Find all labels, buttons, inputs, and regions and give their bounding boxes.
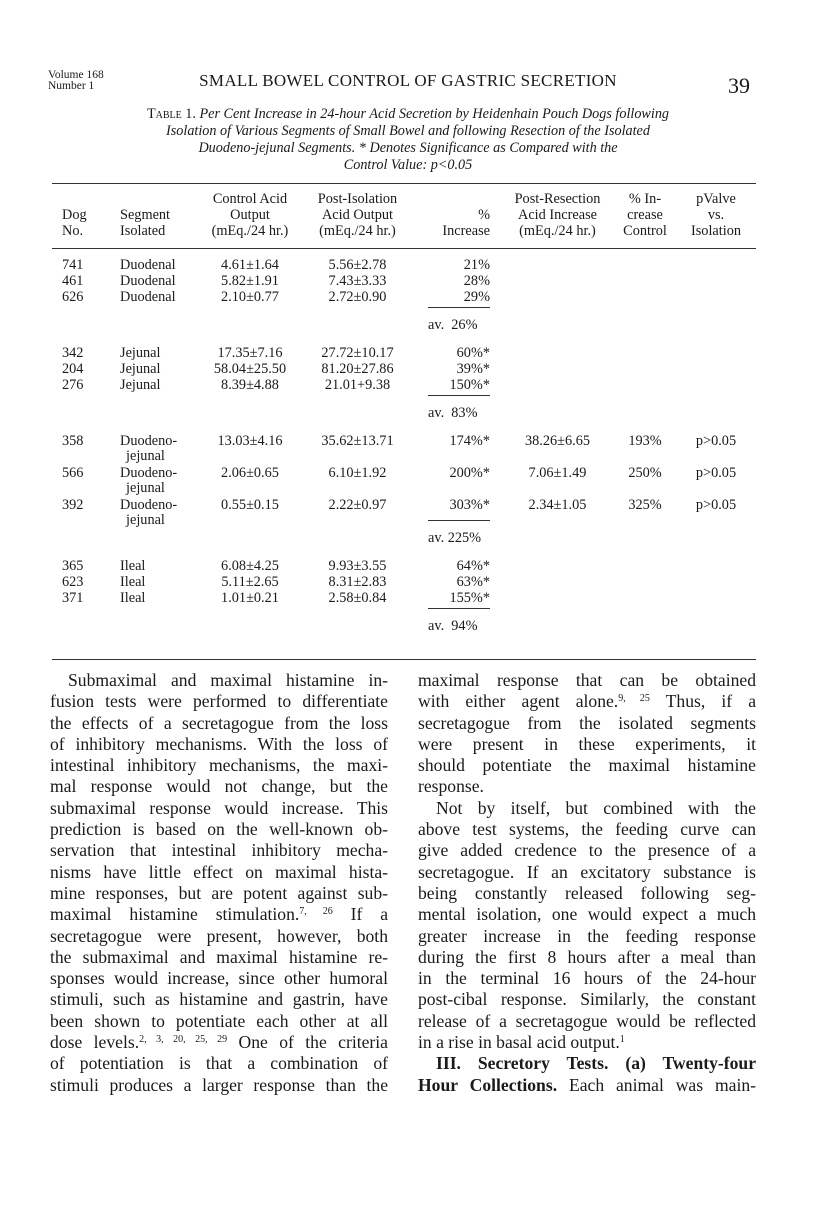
dog-cell: 342 <box>62 345 84 361</box>
text-line <box>50 883 388 904</box>
column-header: Dog <box>62 207 87 223</box>
line-text: should potentiate the maximal histamine <box>418 755 756 776</box>
body-right-column <box>418 670 756 1096</box>
caption-line: Per Cent Increase in 24-hour Acid Secretion by Heidenhain Pouch Dogs following <box>199 106 670 122</box>
column-header: Isolated <box>120 223 166 239</box>
text-line <box>418 776 756 797</box>
line-text: maximal response that can be obtained <box>418 670 756 690</box>
average-value: av. 225% <box>428 530 482 546</box>
caption-line: Duodeno-jejunal Segments. * Denotes Significance as Compared with the <box>198 140 618 156</box>
average-rule <box>428 608 490 609</box>
segment-cell: jejunal <box>126 448 165 464</box>
dog-cell: 204 <box>62 361 84 377</box>
segment-cell: Duodenal <box>120 273 176 289</box>
increase-control-cell: 250% <box>628 465 662 481</box>
segment-cell: Jejunal <box>120 345 161 361</box>
line-text: If a <box>332 904 389 925</box>
text-line <box>50 691 388 712</box>
text-line <box>50 776 388 797</box>
table-bottom-rule <box>52 659 756 660</box>
text-line <box>418 1053 756 1074</box>
segment-cell: Duodenal <box>120 257 176 273</box>
post-isolation-cell: 2.72±0.90 <box>328 289 387 305</box>
line-text: mental isolation, one would expect a much <box>418 904 756 925</box>
text-line <box>418 883 756 904</box>
control-cell: 5.11±2.65 <box>221 574 279 590</box>
text-line <box>418 862 756 883</box>
text-line <box>418 840 756 861</box>
column-header: % <box>478 207 490 223</box>
line-text: mal response would not change, but the <box>50 776 388 797</box>
post-isolation-cell: 6.10±1.92 <box>328 465 387 481</box>
line-text: of inhibitory mechanisms. With the loss of <box>50 733 388 754</box>
line-text: in a rise in basal acid output. <box>418 1032 620 1053</box>
average-rule <box>428 520 490 521</box>
line-text: fusion tests were performed to differentiate <box>50 691 388 712</box>
line-text: Each animal was main- <box>557 1074 756 1095</box>
average-value: av. 83% <box>428 405 478 421</box>
body-left-column <box>50 670 388 1096</box>
line-text: being constantly released following seg- <box>418 882 756 903</box>
dog-cell: 276 <box>62 377 84 393</box>
post-isolation-cell: 35.62±13.71 <box>321 433 394 449</box>
text-line <box>418 670 756 691</box>
post-isolation-cell: 27.72±10.17 <box>321 345 394 361</box>
segment-cell: Ileal <box>120 574 146 590</box>
line-text: with either agent alone. <box>418 691 619 712</box>
line-text: response. <box>418 776 484 797</box>
increase-cell: 200%* <box>449 465 490 481</box>
post-isolation-cell: 81.20±27.86 <box>321 361 394 377</box>
increase-cell: 63%* <box>456 574 490 590</box>
text-line <box>50 734 388 755</box>
caption-line: Control Value: p<0.05 <box>343 157 473 173</box>
line-text: Thus, if a <box>649 691 757 712</box>
segment-cell: Duodeno- <box>120 497 178 513</box>
table-top-rule <box>52 183 756 184</box>
segment-cell: jejunal <box>126 480 165 496</box>
section-heading: Hour Collections. <box>418 1074 558 1095</box>
text-line <box>418 734 756 755</box>
text-line <box>50 1053 388 1074</box>
dog-cell: 626 <box>62 289 84 305</box>
post-isolation-cell: 2.58±0.84 <box>328 590 387 606</box>
column-header: (mEq./24 hr.) <box>319 223 396 239</box>
line-text: of potentiation is that a combination of <box>50 1053 388 1074</box>
line-text: One of the criteria <box>227 1032 388 1053</box>
line-text: been shown to potentiate each other at all <box>50 1010 388 1031</box>
table-label: Table 1. <box>146 106 196 122</box>
line-text: were present in these experiments, it <box>418 733 756 754</box>
section-heading: III. Secretory Tests. (a) Twenty-four <box>436 1053 756 1074</box>
segment-cell: Jejunal <box>120 361 161 377</box>
control-cell: 2.10±0.77 <box>221 289 279 305</box>
line-text: prediction is based on the well-known ob- <box>50 819 388 840</box>
line-text: stimuli produces a larger response than the <box>50 1074 388 1095</box>
post-isolation-cell: 5.56±2.78 <box>328 257 387 273</box>
citation-ref: 9, 25 <box>618 693 650 705</box>
column-header: (mEq./24 hr.) <box>519 223 596 239</box>
column-header: (mEq./24 hr.) <box>211 223 289 239</box>
text-line <box>418 1011 756 1032</box>
column-header: Control <box>623 223 667 239</box>
citation-ref: 7, 26 <box>299 906 333 918</box>
post-resection-cell: 7.06±1.49 <box>528 465 587 481</box>
line-text: greater increase in the feeding response <box>418 925 756 946</box>
running-title: SMALL BOWEL CONTROL OF GASTRIC SECRETION <box>199 71 617 90</box>
average-value: av. 94% <box>428 618 478 634</box>
text-line <box>418 798 756 819</box>
increase-cell: 150%* <box>449 377 490 393</box>
text-line <box>50 755 388 776</box>
dog-cell: 371 <box>62 590 84 606</box>
text-line <box>418 713 756 734</box>
average-rule <box>428 395 490 396</box>
p-value-cell: p>0.05 <box>695 433 737 449</box>
dog-cell: 392 <box>62 497 84 513</box>
text-line <box>418 691 756 712</box>
line-text: post-cibal response. Similarly, the constant <box>418 989 756 1010</box>
table-header-rule <box>52 248 756 249</box>
p-value-cell: p>0.05 <box>695 497 737 513</box>
line-text: servation that intestinal inhibitory mecha- <box>50 840 388 861</box>
text-line <box>50 968 388 989</box>
control-cell: 1.01±0.21 <box>221 590 279 606</box>
text-line <box>50 819 388 840</box>
text-line <box>50 713 388 734</box>
control-cell: 8.39±4.88 <box>221 377 279 393</box>
dog-cell: 566 <box>62 465 84 481</box>
control-cell: 58.04±25.50 <box>213 361 287 377</box>
text-line <box>418 819 756 840</box>
text-line <box>50 1011 388 1032</box>
increase-cell: 39%* <box>456 361 490 377</box>
citation-ref: 1 <box>619 1034 625 1046</box>
text-line <box>50 926 388 947</box>
column-header: Acid Output <box>321 207 394 223</box>
increase-cell: 28% <box>463 273 490 289</box>
line-text: during the first 8 hours after a meal than <box>418 946 756 967</box>
line-text: above test systems, the feeding curve can <box>418 819 756 840</box>
text-line <box>418 947 756 968</box>
increase-control-cell: 193% <box>628 433 662 449</box>
control-cell: 0.55±0.15 <box>221 497 279 513</box>
dog-cell: 358 <box>62 433 84 449</box>
dog-cell: 461 <box>62 273 84 289</box>
column-header: % In- <box>628 191 662 207</box>
column-header: Increase <box>442 223 490 239</box>
line-text: dose levels. <box>50 1032 140 1053</box>
increase-cell: 21% <box>463 257 490 273</box>
average-value: av. 26% <box>428 317 478 333</box>
text-line <box>50 1032 388 1053</box>
segment-cell: Duodeno- <box>120 465 178 481</box>
text-line <box>418 1032 756 1053</box>
increase-cell: 174%* <box>449 433 490 449</box>
line-text: submaximal response would increase. This <box>50 797 388 818</box>
line-text: mine responses, but are potent against sub- <box>50 882 388 903</box>
line-text: give added credence to the presence of a <box>418 840 756 861</box>
line-text: secretagogue were present, however, both <box>50 925 388 946</box>
average-rule <box>428 307 490 308</box>
increase-cell: 60%* <box>456 345 490 361</box>
control-cell: 4.61±1.64 <box>221 257 279 273</box>
post-isolation-cell: 9.93±3.55 <box>328 558 387 574</box>
column-header: Post-Resection <box>514 191 601 207</box>
increase-cell: 155%* <box>449 590 490 606</box>
post-isolation-cell: 7.43±3.33 <box>328 273 387 289</box>
text-line <box>50 798 388 819</box>
column-header: Isolation <box>690 223 742 239</box>
text-line <box>418 1075 756 1096</box>
segment-cell: Ileal <box>120 558 146 574</box>
dog-cell: 741 <box>62 257 84 273</box>
text-line <box>418 904 756 925</box>
increase-cell: 29% <box>463 289 490 305</box>
table-caption <box>130 106 686 174</box>
text-line <box>50 670 388 691</box>
column-header: Post-Isolation <box>317 191 398 207</box>
text-line <box>50 1075 388 1096</box>
post-isolation-cell: 21.01+9.38 <box>324 377 391 393</box>
increase-cell: 64%* <box>456 558 490 574</box>
text-line <box>418 968 756 989</box>
segment-cell: jejunal <box>126 512 165 528</box>
line-text: Not by itself, but combined with the <box>436 797 756 818</box>
text-line <box>50 862 388 883</box>
line-text: release of a secretagogue would be reflected <box>418 1010 756 1031</box>
number-label: Number 1 <box>48 80 95 92</box>
segment-cell: Jejunal <box>120 377 161 393</box>
line-text: Submaximal and maximal histamine in- <box>68 670 388 690</box>
text-line <box>50 840 388 861</box>
column-header: vs. <box>707 207 725 223</box>
column-header: Acid Increase <box>518 207 597 223</box>
line-text: nisms have little effect on maximal hista- <box>50 861 388 882</box>
page-number: 39 <box>728 73 750 98</box>
increase-control-cell: 325% <box>628 497 662 513</box>
post-resection-cell: 38.26±6.65 <box>524 433 591 449</box>
column-header: Segment <box>120 207 171 223</box>
post-resection-cell: 2.34±1.05 <box>528 497 587 513</box>
column-header: Control Acid <box>212 191 288 207</box>
control-cell: 13.03±4.16 <box>217 433 283 449</box>
segment-cell: Ileal <box>120 590 146 606</box>
p-value-cell: p>0.05 <box>695 465 737 481</box>
dog-cell: 623 <box>62 574 84 590</box>
text-line <box>50 947 388 968</box>
column-header: pValve <box>696 191 736 207</box>
line-text: intestinal inhibitory mechanisms, the maxi- <box>50 755 388 776</box>
volume-label: Volume 168 <box>48 69 104 81</box>
control-cell: 2.06±0.65 <box>221 465 279 481</box>
line-text: in the terminal 16 hours of the 24-hour <box>418 968 756 989</box>
line-text: the effects of a secretagogue from the loss <box>50 712 388 733</box>
text-line <box>50 904 388 925</box>
line-text: secretagogue. If an excitatory substance is <box>418 861 756 882</box>
post-isolation-cell: 8.31±2.83 <box>328 574 387 590</box>
text-line <box>418 989 756 1010</box>
control-cell: 5.82±1.91 <box>221 273 279 289</box>
column-header: crease <box>627 207 663 223</box>
text-line <box>418 755 756 776</box>
post-isolation-cell: 2.22±0.97 <box>328 497 387 513</box>
segment-cell: Duodeno- <box>120 433 178 449</box>
line-text: sponses would increase, since other humoral <box>50 968 388 989</box>
line-text: secretagogue from the isolated segments <box>418 712 756 733</box>
column-header: No. <box>62 223 84 239</box>
line-text: stimuli, such as histamine and gastrin, have <box>50 989 388 1010</box>
line-text: the submaximal and maximal histamine re- <box>50 946 388 967</box>
text-line <box>418 926 756 947</box>
citation-ref: 2, 3, 20, 25, 29 <box>139 1034 228 1046</box>
segment-cell: Duodenal <box>120 289 176 305</box>
control-cell: 17.35±7.16 <box>217 345 283 361</box>
control-cell: 6.08±4.25 <box>221 558 279 574</box>
dog-cell: 365 <box>62 558 84 574</box>
line-text: maximal histamine stimulation. <box>50 904 300 925</box>
text-line <box>50 989 388 1010</box>
column-header: Output <box>230 207 270 223</box>
increase-cell: 303%* <box>449 497 490 513</box>
caption-line: Isolation of Various Segments of Small Bowel and following Resection of the Isolated <box>166 123 650 139</box>
